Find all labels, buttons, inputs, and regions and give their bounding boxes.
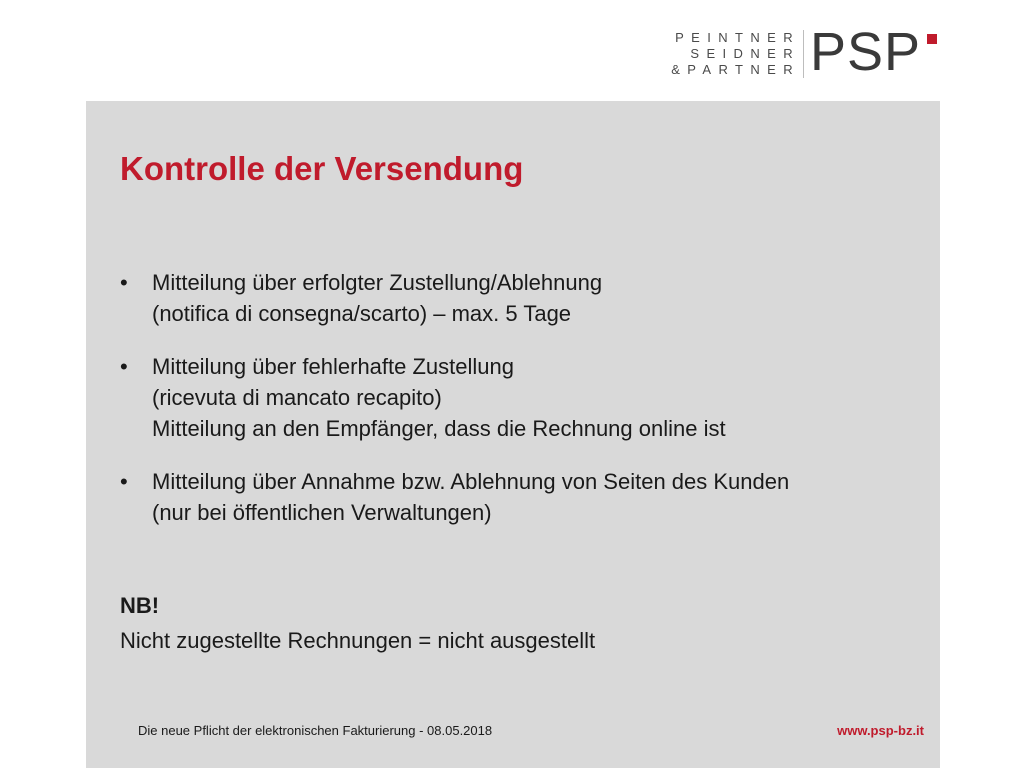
bullet-item [86, 466, 789, 528]
company-logo [668, 22, 948, 82]
bullet-dot: • [120, 469, 128, 494]
logo-wordmark [668, 30, 800, 78]
bullet-dot: • [120, 270, 128, 295]
logo-mark: PSP [810, 22, 922, 82]
bullet-item [86, 267, 789, 329]
bullet-line: (nur bei öffentlichen Verwaltungen) [152, 500, 492, 525]
bullet-line: Mitteilung über erfolgter Zustellung/Ablehnung [152, 270, 603, 295]
bullet-line: Mitteilung an den Empfänger, dass die Rechnung online ist [152, 416, 726, 441]
bullet-line: (notifica di consegna/scarto) – max. 5 Tage [152, 301, 572, 326]
footer-website-link[interactable]: www.psp-bz.it [837, 723, 924, 738]
logo-word-1: PEINTNER [675, 30, 800, 45]
nb-text: Nicht zugestellte Rechnungen = nicht ausgestellt [120, 628, 596, 653]
slide-title: Kontrolle der Versendung [120, 150, 524, 187]
bullet-dot: • [120, 354, 128, 379]
logo-divider [803, 30, 804, 78]
bullet-line: Mitteilung über Annahme bzw. Ablehnung von Seiten des Kunden [152, 469, 790, 494]
logo-word-3: &PARTNER [671, 62, 800, 77]
bullet-line: Mitteilung über fehlerhafte Zustellung [152, 354, 514, 379]
nb-label: NB! [120, 593, 160, 618]
bullet-line: (ricevuta di mancato recapito) [152, 385, 442, 410]
logo-word-2: SEIDNER [690, 46, 800, 61]
content-panel [86, 101, 940, 768]
bullet-item [86, 351, 789, 444]
footer-presentation-title: Die neue Pflicht der elektronischen Fakturierung - 08.05.2018 [138, 723, 493, 738]
bullet-list [86, 267, 789, 550]
logo-accent-square [927, 34, 937, 44]
